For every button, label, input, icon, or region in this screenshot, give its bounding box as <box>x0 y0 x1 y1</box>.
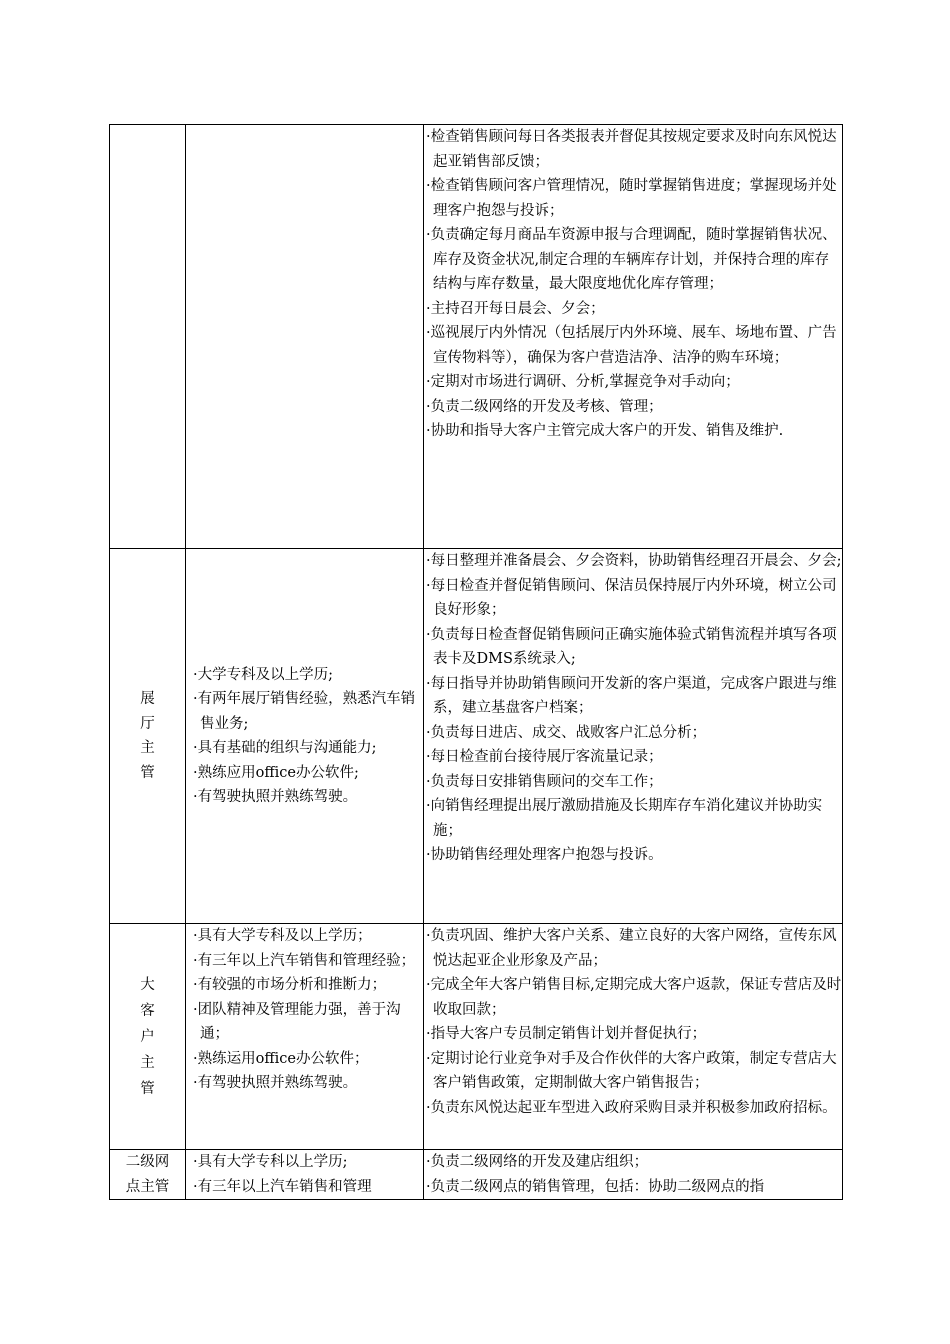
position-title-cell <box>110 125 186 549</box>
requirement-item: ·大学专科及以上学历; <box>193 666 333 683</box>
position-title-cell <box>110 1150 186 1200</box>
requirement-item: ·有三年以上汽车销售和管理经验； <box>193 952 416 969</box>
responsibility-item: ·向销售经理提出展厅激励措施及长期库存车消化建议并协助实施； <box>426 798 823 839</box>
responsibility-item: ·指导大客户专员制定销售计划并督促执行； <box>426 1026 707 1042</box>
position-title-char: 主 <box>140 740 155 756</box>
requirement-item: ·具有基础的组织与沟通能力; <box>193 740 377 756</box>
responsibility-item: ·定期讨论行业竞争对手及合作伙伴的大客户政策，制定专营店大客户销售政策，定期制做大客户销售报告； <box>426 1050 837 1091</box>
responsibility-item: ·负责巩固、维护大客户关系、建立良好的大客户网络，宣传东风悦达起亚企业形象及产品； <box>426 928 837 969</box>
position-title-char: 户 <box>140 1028 155 1045</box>
responsibilities-cell <box>424 125 843 549</box>
requirement-item: ·有驾驶执照并熟练驾驶。 <box>193 1075 358 1091</box>
requirement-item: ·熟练应用office办公软件; <box>193 764 359 781</box>
position-title-cell <box>110 549 186 924</box>
position-title-char: 客 <box>140 1002 155 1019</box>
responsibilities-cell <box>424 1150 843 1200</box>
table-row <box>110 125 843 549</box>
requirement-item: ·有驾驶执照并熟练驾驶。 <box>193 789 358 805</box>
table-row <box>110 549 843 924</box>
responsibility-item: ·协助销售经理处理客户抱怨与投诉。 <box>426 847 663 863</box>
requirement-item: ·熟练运用office办公软件； <box>193 1050 369 1067</box>
requirements-cell <box>186 1150 424 1200</box>
position-title-char: 管 <box>140 1080 155 1097</box>
responsibility-item: ·负责每日检查督促销售顾问正确实施体验式销售流程并填写各项表卡及DMS系统录入; <box>426 626 837 667</box>
requirements-cell <box>186 549 424 924</box>
position-title-char: 管 <box>140 764 155 781</box>
responsibility-item: ·定期对市场进行调研、分析,掌握竞争对手动向； <box>426 374 740 390</box>
responsibility-item: ·检查销售顾问每日各类报表并督促其按规定要求及时向东风悦达起亚销售部反馈； <box>426 129 837 170</box>
responsibility-item: ·主持召开每日晨会、夕会； <box>426 300 605 317</box>
requirement-item: ·有较强的市场分析和推断力； <box>193 977 387 993</box>
responsibilities-cell <box>424 924 843 1150</box>
position-title-cell <box>110 924 186 1150</box>
responsibility-item: ·负责确定每月商品车资源申报与合理调配，随时掌握销售状况、库存及资金状况,制定合理的车辆库存计划，并保持合理的库存结构与库存数量，最大限度地优化库存管理； <box>426 227 837 292</box>
responsibility-item: ·每日指导并协助销售顾问开发新的客户渠道，完成客户跟进与维系，建立基盘客户档案； <box>426 675 837 716</box>
responsibility-item: ·负责二级网点的销售管理，包括：协助二级网点的指 <box>426 1178 765 1195</box>
requirement-item: ·具有大学专科以上学历; <box>193 1154 348 1170</box>
requirement-item: ·团队精神及管理能力强，善于沟通； <box>193 1001 401 1042</box>
responsibilities-cell <box>424 549 843 924</box>
responsibility-item: ·每日检查并督促销售顾问、保洁员保持展厅内外环境，树立公司良好形象； <box>426 577 837 618</box>
position-title-char: 大 <box>140 976 155 993</box>
responsibility-item: ·负责东风悦达起亚车型进入政府采购目录并积极参加政府招标。 <box>426 1099 837 1116</box>
job-description-table <box>109 124 843 1200</box>
responsibility-item: ·负责二级网络的开发及建店组织； <box>426 1154 649 1170</box>
responsibility-item: ·负责二级网络的开发及考核、管理； <box>426 398 663 415</box>
position-title-char: 厅 <box>140 715 155 732</box>
position-title-line: 点主管 <box>125 1178 170 1195</box>
responsibility-item: ·巡视展厅内外情况（包括展厅内外环境、展车、场地布置、广告宣传物料等），确保为客户营造洁净、洁净的购车环境； <box>426 325 837 366</box>
position-title-char: 展 <box>140 691 155 707</box>
responsibility-item: ·每日整理并准备晨会、夕会资料，协助销售经理召开晨会、夕会; <box>426 553 842 569</box>
position-title-line: 二级网 <box>125 1154 170 1170</box>
responsibility-item: ·完成全年大客户销售目标,定期完成大客户返款，保证专营店及时收取回款； <box>426 977 842 1018</box>
requirement-item: ·具有大学专科及以上学历； <box>193 928 372 944</box>
requirements-cell <box>186 924 424 1150</box>
position-title-char: 主 <box>140 1054 155 1071</box>
requirements-cell <box>186 125 424 549</box>
responsibility-item: ·检查销售顾问客户管理情况，随时掌握销售进度；掌握现场并处理客户抱怨与投诉； <box>426 178 837 219</box>
responsibility-item: ·负责每日安排销售顾问的交车工作； <box>426 773 663 790</box>
table-row <box>110 1150 843 1200</box>
requirement-item: ·有三年以上汽车销售和管理 <box>193 1178 372 1195</box>
responsibility-item: ·协助和指导大客户主管完成大客户的开发、销售及维护. <box>426 423 784 439</box>
responsibility-item: ·负责每日进店、成交、战败客户汇总分析； <box>426 724 707 741</box>
table-row <box>110 924 843 1150</box>
requirement-item: ·有两年展厅销售经验，熟悉汽车销售业务; <box>193 691 416 732</box>
responsibility-item: ·每日检查前台接待展厅客流量记录； <box>426 749 663 765</box>
